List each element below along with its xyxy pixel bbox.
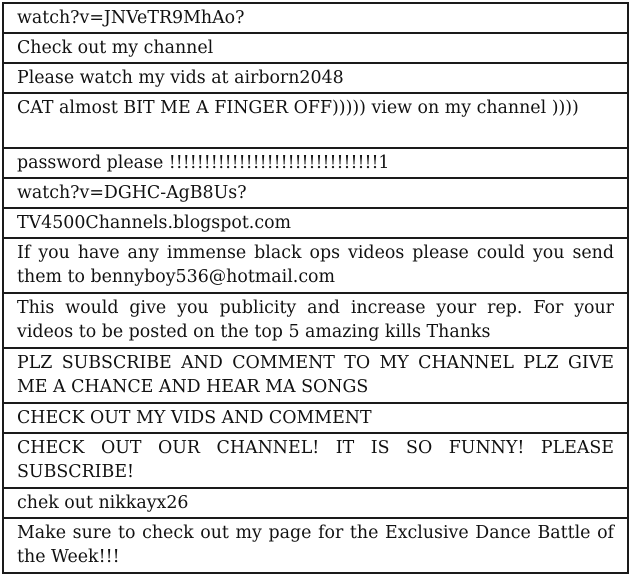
table-cell-comment: chek out nikkayx26 bbox=[3, 488, 628, 518]
table-row bbox=[3, 148, 628, 178]
table-row bbox=[3, 403, 628, 433]
spam-comments-table bbox=[2, 2, 629, 574]
table-cell-comment: watch?v=DGHC-AgB8Us? bbox=[3, 178, 628, 208]
table-row bbox=[3, 433, 628, 488]
table-cell-comment: PLZ SUBSCRIBE AND COMMENT TO MY CHANNEL PLZ GIVE ME A CHANCE AND HEAR MA SONGS bbox=[3, 348, 628, 403]
table-body bbox=[3, 3, 628, 573]
table-row bbox=[3, 3, 628, 33]
table-cell-comment: password please !!!!!!!!!!!!!!!!!!!!!!!!!!!!!!1 bbox=[3, 148, 628, 178]
table-row bbox=[3, 63, 628, 93]
table-row bbox=[3, 178, 628, 208]
table-row bbox=[3, 238, 628, 293]
table-row bbox=[3, 33, 628, 63]
table-row bbox=[3, 348, 628, 403]
table-cell-comment: watch?v=JNVeTR9MhAo? bbox=[3, 3, 628, 33]
table-row bbox=[3, 208, 628, 238]
table-cell-comment: CHECK OUT MY VIDS AND COMMENT bbox=[3, 403, 628, 433]
table-row bbox=[3, 293, 628, 348]
table-cell-comment: CAT almost BIT ME A FINGER OFF))))) view on my channel )))) bbox=[3, 93, 628, 148]
table-row bbox=[3, 93, 628, 148]
table-row bbox=[3, 518, 628, 573]
table-cell-comment: CHECK OUT OUR CHANNEL! IT IS SO FUNNY! PLEASE SUBSCRIBE! bbox=[3, 433, 628, 488]
table-cell-comment: TV4500Channels.blogspot.com bbox=[3, 208, 628, 238]
table-cell-comment: Make sure to check out my page for the Exclusive Dance Battle of the Week!!! bbox=[3, 518, 628, 573]
table-row bbox=[3, 488, 628, 518]
table-cell-comment: This would give you publicity and increase your rep. For your videos to be posted on the top 5 amazing kills Thanks bbox=[3, 293, 628, 348]
table-cell-comment: If you have any immense black ops videos please could you send them to bennyboy536@hotmail.com bbox=[3, 238, 628, 293]
table-cell-comment: Please watch my vids at airborn2048 bbox=[3, 63, 628, 93]
table-cell-comment: Check out my channel bbox=[3, 33, 628, 63]
